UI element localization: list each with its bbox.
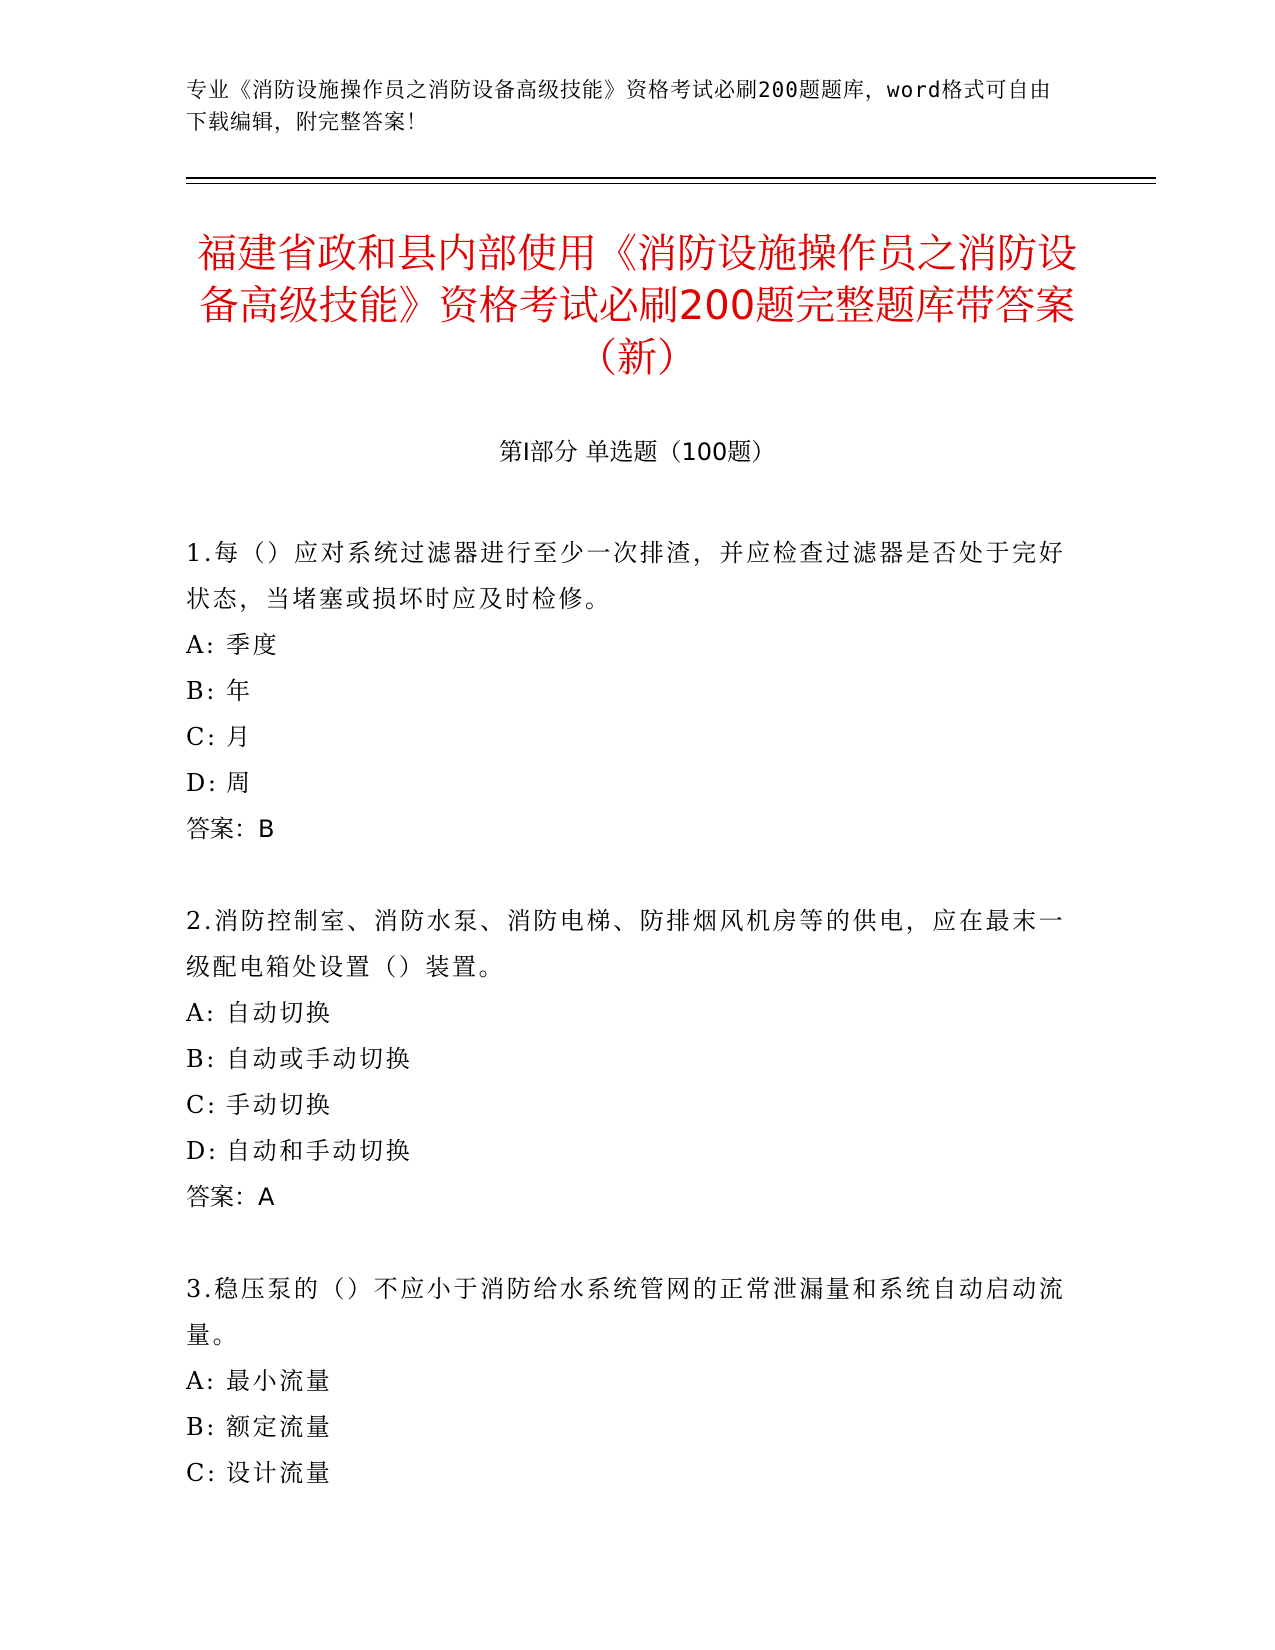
option-letter: D: [186,1137,219,1165]
option-text: 周 [226,769,253,797]
option-d [186,1128,1086,1174]
question-list [186,530,1086,1542]
option-text: 设计流量 [226,1459,333,1487]
option-a [186,990,1086,1036]
option-letter: C: [186,1459,218,1487]
option-d [186,760,1086,806]
option-b [186,1404,1086,1450]
option-a [186,622,1086,668]
option-text: 季度 [226,631,280,659]
answer-line: 答案：A [186,1183,275,1211]
option-text: 自动或手动切换 [226,1045,413,1073]
option-letter: A: [186,631,217,659]
question-stem: 2.消防控制室、消防水泵、消防电梯、防排烟风机房等的供电，应在最末一级配电箱处设置（）装置。 [186,907,1066,981]
option-text: 手动切换 [226,1091,333,1119]
option-b [186,668,1086,714]
question-item [186,1266,1086,1496]
option-letter: A: [186,999,217,1027]
option-b [186,1036,1086,1082]
section-heading: 第Ⅰ部分 单选题（100题） [498,438,776,466]
question-item [186,530,1086,852]
option-letter: A: [186,1367,217,1395]
question-item [186,898,1086,1220]
option-letter: B: [186,677,217,705]
answer-line: 答案：B [186,815,275,843]
option-text: 自动和手动切换 [226,1137,413,1165]
option-letter: C: [186,723,218,751]
question-stem: 3.稳压泵的（）不应小于消防给水系统管网的正常泄漏量和系统自动启动流量。 [186,1275,1066,1349]
option-text: 额定流量 [226,1413,333,1441]
option-letter: B: [186,1045,217,1073]
option-text: 年 [226,677,253,705]
option-letter: B: [186,1413,217,1441]
question-stem: 1.每（）应对系统过滤器进行至少一次排渣，并应检查过滤器是否处于完好状态，当堵塞或损坏时应及时检修。 [186,539,1066,613]
option-text: 自动切换 [226,999,333,1027]
option-text: 月 [226,723,253,751]
header-divider-thick [186,177,1156,179]
option-letter: C: [186,1091,218,1119]
option-c [186,714,1086,760]
option-c [186,1082,1086,1128]
option-text: 最小流量 [226,1367,333,1395]
header-divider-thin [186,183,1156,184]
option-a [186,1358,1086,1404]
option-c [186,1450,1086,1496]
document-title: 福建省政和县内部使用《消防设施操作员之消防设备高级技能》资格考试必刷200题完整题库带答案（新） [197,231,1077,381]
header-note: 专业《消防设施操作员之消防设备高级技能》资格考试必刷200题题库，word格式可自由下载编辑，附完整答案！ [186,78,1052,134]
option-letter: D: [186,769,219,797]
